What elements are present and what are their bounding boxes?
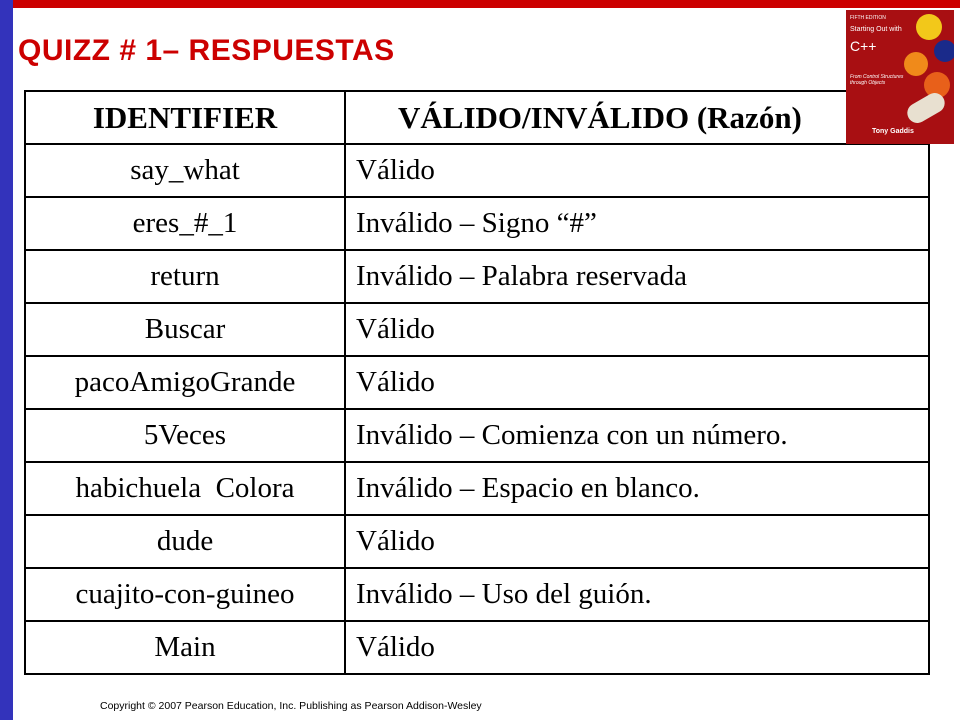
- identifier-cell: Main: [25, 621, 345, 674]
- table-row: [25, 409, 929, 462]
- table-row: [25, 197, 929, 250]
- validity-cell: Válido: [345, 356, 929, 409]
- table-row: [25, 144, 929, 197]
- table-row: [25, 462, 929, 515]
- validity-cell: Válido: [345, 515, 929, 568]
- validity-cell: Inválido – Uso del guión.: [345, 568, 929, 621]
- validity-cell: Inválido – Palabra reservada: [345, 250, 929, 303]
- table-row: [25, 303, 929, 356]
- answers-table: [24, 90, 930, 675]
- validity-cell: Válido: [345, 621, 929, 674]
- cover-line1: Starting Out with: [850, 26, 902, 33]
- billiard-ball-icon: [916, 14, 942, 40]
- billiard-ball-icon: [904, 89, 949, 126]
- left-accent-bar: [0, 0, 13, 720]
- copyright-footer: Copyright © 2007 Pearson Education, Inc. Publishing as Pearson Addison-Wesley: [100, 700, 482, 712]
- book-cover-image: [846, 10, 954, 144]
- table-row: [25, 568, 929, 621]
- validity-cell: Válido: [345, 303, 929, 356]
- validity-cell: Inválido – Espacio en blanco.: [345, 462, 929, 515]
- table-row: [25, 250, 929, 303]
- header-identifier: IDENTIFIER: [25, 91, 345, 144]
- identifier-cell: 5Veces: [25, 409, 345, 462]
- cover-edition: FIFTH EDITION: [850, 15, 886, 21]
- table-row: [25, 621, 929, 674]
- top-accent-bar: [0, 0, 960, 8]
- identifier-cell: cuajito-con-guineo: [25, 568, 345, 621]
- identifier-cell: eres_#_1: [25, 197, 345, 250]
- header-validity: VÁLIDO/INVÁLIDO (Razón): [345, 91, 929, 144]
- validity-cell: Inválido – Signo “#”: [345, 197, 929, 250]
- identifier-cell: habichuela Colora: [25, 462, 345, 515]
- table-row: [25, 515, 929, 568]
- identifier-cell: say_what: [25, 144, 345, 197]
- slide-title: QUIZZ # 1– RESPUESTAS: [18, 34, 395, 67]
- table-header-row: [25, 91, 929, 144]
- cover-author: Tony Gaddis: [872, 128, 914, 135]
- validity-cell: Válido: [345, 144, 929, 197]
- cover-lang: C++: [850, 38, 877, 54]
- identifier-cell: dude: [25, 515, 345, 568]
- billiard-ball-icon: [904, 52, 928, 76]
- identifier-cell: return: [25, 250, 345, 303]
- identifier-cell: Buscar: [25, 303, 345, 356]
- identifier-cell: pacoAmigoGrande: [25, 356, 345, 409]
- billiard-ball-icon: [934, 40, 954, 62]
- validity-cell: Inválido – Comienza con un número.: [345, 409, 929, 462]
- table-row: [25, 356, 929, 409]
- cover-subtitle: From Control Structures through Objects: [850, 74, 904, 86]
